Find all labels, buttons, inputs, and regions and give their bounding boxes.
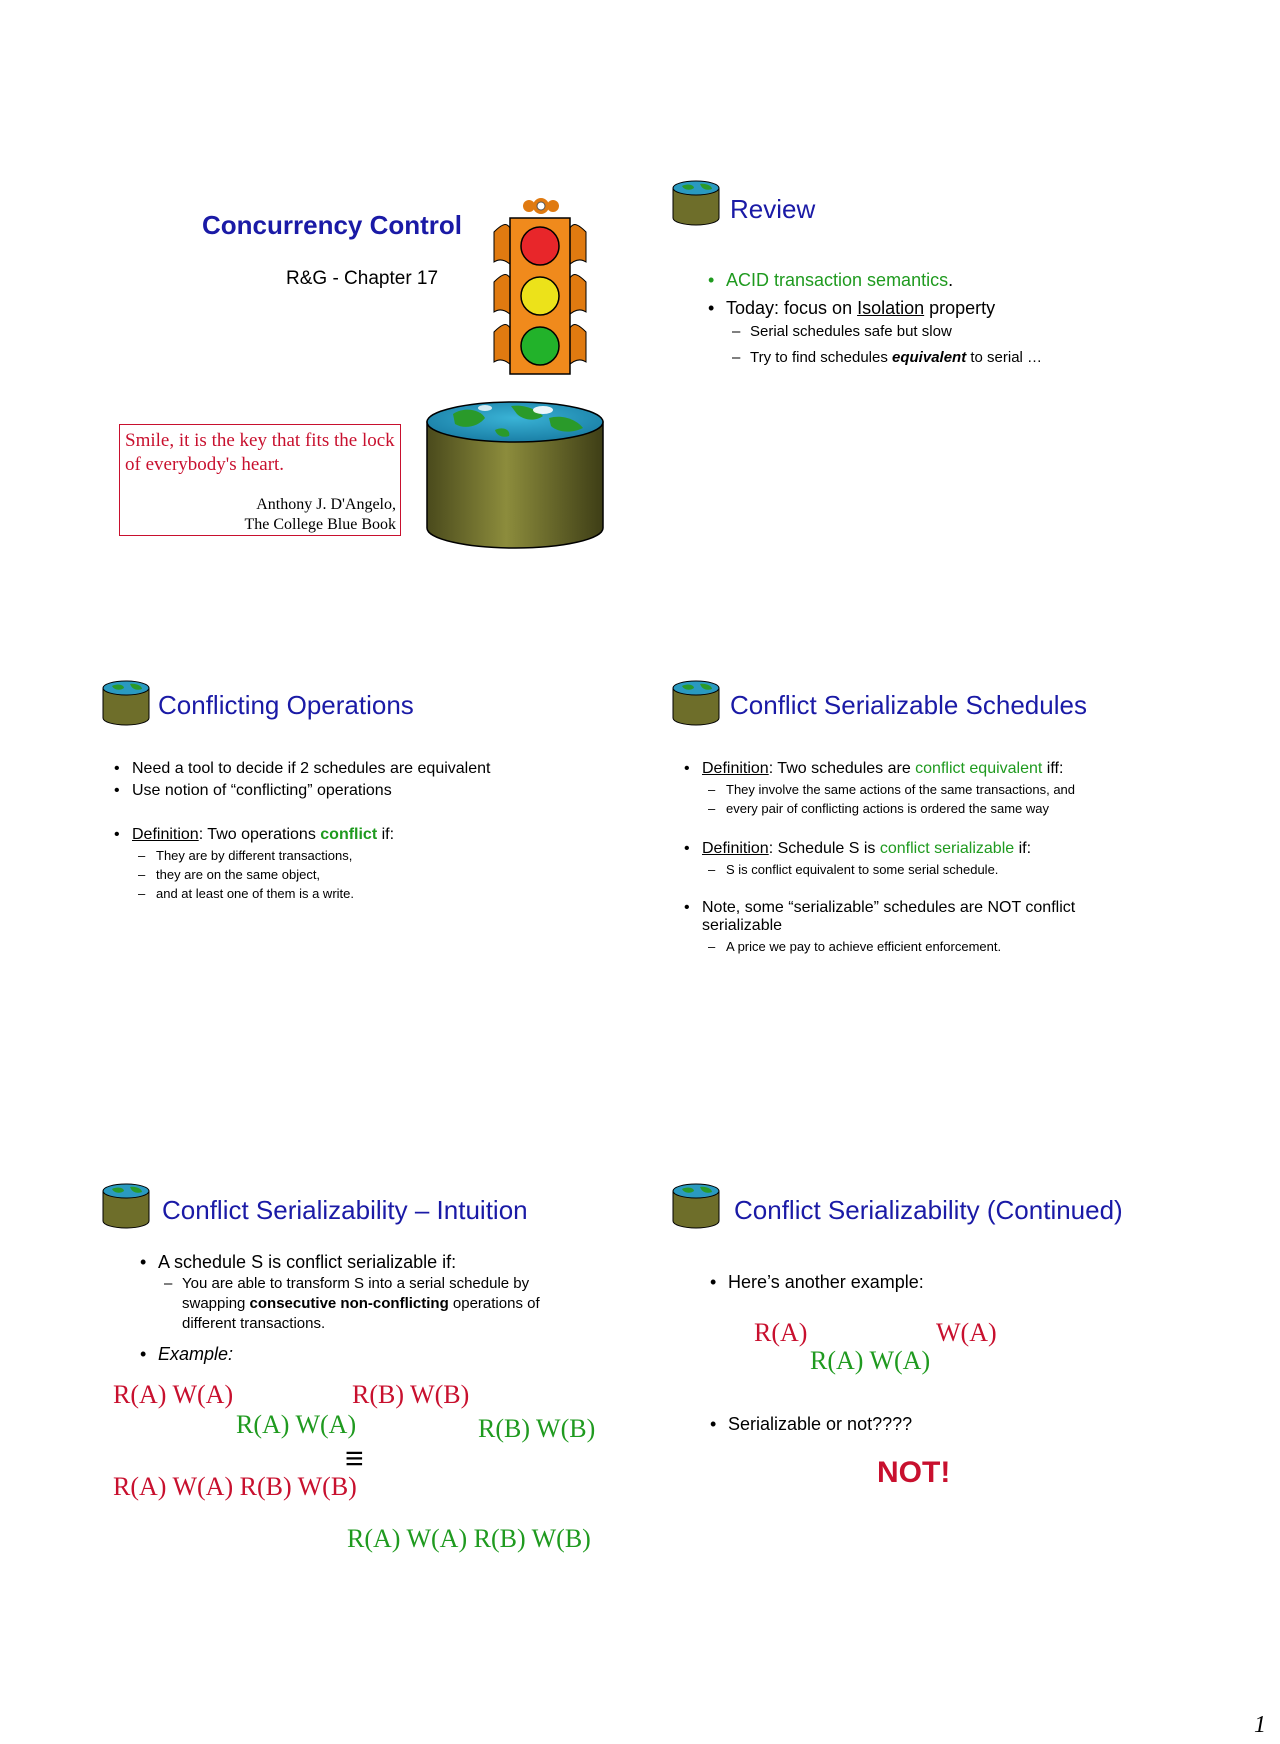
sub-bullet: – Try to find schedules equivalent to serial … <box>706 348 1146 368</box>
bullet: • Definition: Two operations conflict if: <box>112 824 612 846</box>
sub-bullet: – and at least one of them is a write. <box>112 884 612 903</box>
quote-author-line1: Anthony J. D'Angelo, <box>256 496 396 513</box>
slide-1-subtitle: R&G - Chapter 17 <box>286 268 439 289</box>
schedule-t2-part2: R(B) W(B) <box>478 1414 596 1443</box>
slide-5-bullets <box>138 1250 578 1366</box>
database-icon <box>672 1183 720 1229</box>
slide-2-bullets <box>706 268 1146 368</box>
serial-schedule-t1: R(A) W(A) R(B) W(B) <box>113 1472 357 1501</box>
serial-schedule-t2: R(A) W(A) R(B) W(B) <box>347 1524 591 1553</box>
bullet: • A schedule S is conflict serializable if: <box>138 1250 578 1274</box>
sub-bullet: – they are on the same object, <box>112 865 612 884</box>
quote-text: Smile, it is the key that fits the lock of everybody's heart. <box>125 430 395 475</box>
quote-box <box>119 424 401 536</box>
bullet: • Serializable or not???? <box>708 1412 1148 1436</box>
bullet: • Example: <box>138 1342 578 1366</box>
sub-bullet: – every pair of conflicting actions is ordered the same way <box>682 799 1122 818</box>
database-icon <box>672 680 720 726</box>
sub-bullet: – You are able to transform S into a serial schedule by swapping consecutive non-conflicting operations of different transactions. <box>138 1274 578 1334</box>
slide-3-bullets <box>112 758 612 903</box>
traffic-light-icon <box>490 192 590 376</box>
bullet: • Definition: Two schedules are conflict equivalent iff: <box>682 758 1122 780</box>
bullet: • Note, some “serializable” schedules are NOT conflict serializable <box>682 899 1122 935</box>
page-number: 1 <box>1254 1712 1266 1738</box>
bullet: • Here’s another example: <box>708 1270 1148 1294</box>
sub-bullet: – Serial schedules safe but slow <box>706 322 1146 342</box>
database-icon <box>425 400 605 552</box>
slide-4-title: Conflict Serializable Schedules <box>730 690 1087 720</box>
database-icon <box>102 680 150 726</box>
slide-6-title: Conflict Serializability (Continued) <box>734 1195 1123 1225</box>
schedule-t2: R(A) W(A) <box>810 1346 931 1375</box>
database-icon <box>102 1183 150 1229</box>
slide-2-title: Review <box>730 194 816 224</box>
slide-6-bullets <box>708 1270 1148 1294</box>
slide-3-title: Conflicting Operations <box>158 690 414 720</box>
schedule-write: W(A) <box>936 1318 997 1347</box>
equivalence-symbol: ≡ <box>345 1440 364 1476</box>
bullet: • ACID transaction semantics. <box>706 268 1146 292</box>
slide-1-title: Concurrency Control <box>202 210 463 240</box>
schedule-t1-part1: R(A) W(A) <box>113 1380 234 1409</box>
bullet: • Need a tool to decide if 2 schedules are equivalent <box>112 758 612 780</box>
bullet: • Definition: Schedule S is conflict serializable if: <box>682 838 1122 860</box>
sub-bullet: – A price we pay to achieve efficient enforcement. <box>682 937 1122 956</box>
sub-bullet: – S is conflict equivalent to some serial schedule. <box>682 860 1122 879</box>
slide-5-title: Conflict Serializability – Intuition <box>162 1195 528 1225</box>
quote-author-line2: The College Blue Book <box>244 516 396 533</box>
bullet: • Use notion of “conflicting” operations <box>112 780 612 802</box>
sub-bullet: – They are by different transactions, <box>112 846 612 865</box>
schedule-t2-part1: R(A) W(A) <box>236 1410 357 1439</box>
schedule-read: R(A) <box>754 1318 808 1347</box>
slide-6-bullets-2 <box>708 1412 1148 1436</box>
bullet: • Today: focus on Isolation property <box>706 296 1146 320</box>
answer-text: NOT! <box>877 1456 951 1489</box>
slide-4-bullets <box>682 758 1122 956</box>
schedule-t1-part2: R(B) W(B) <box>352 1380 470 1409</box>
sub-bullet: – They involve the same actions of the same transactions, and <box>682 780 1122 799</box>
database-icon <box>672 180 720 226</box>
